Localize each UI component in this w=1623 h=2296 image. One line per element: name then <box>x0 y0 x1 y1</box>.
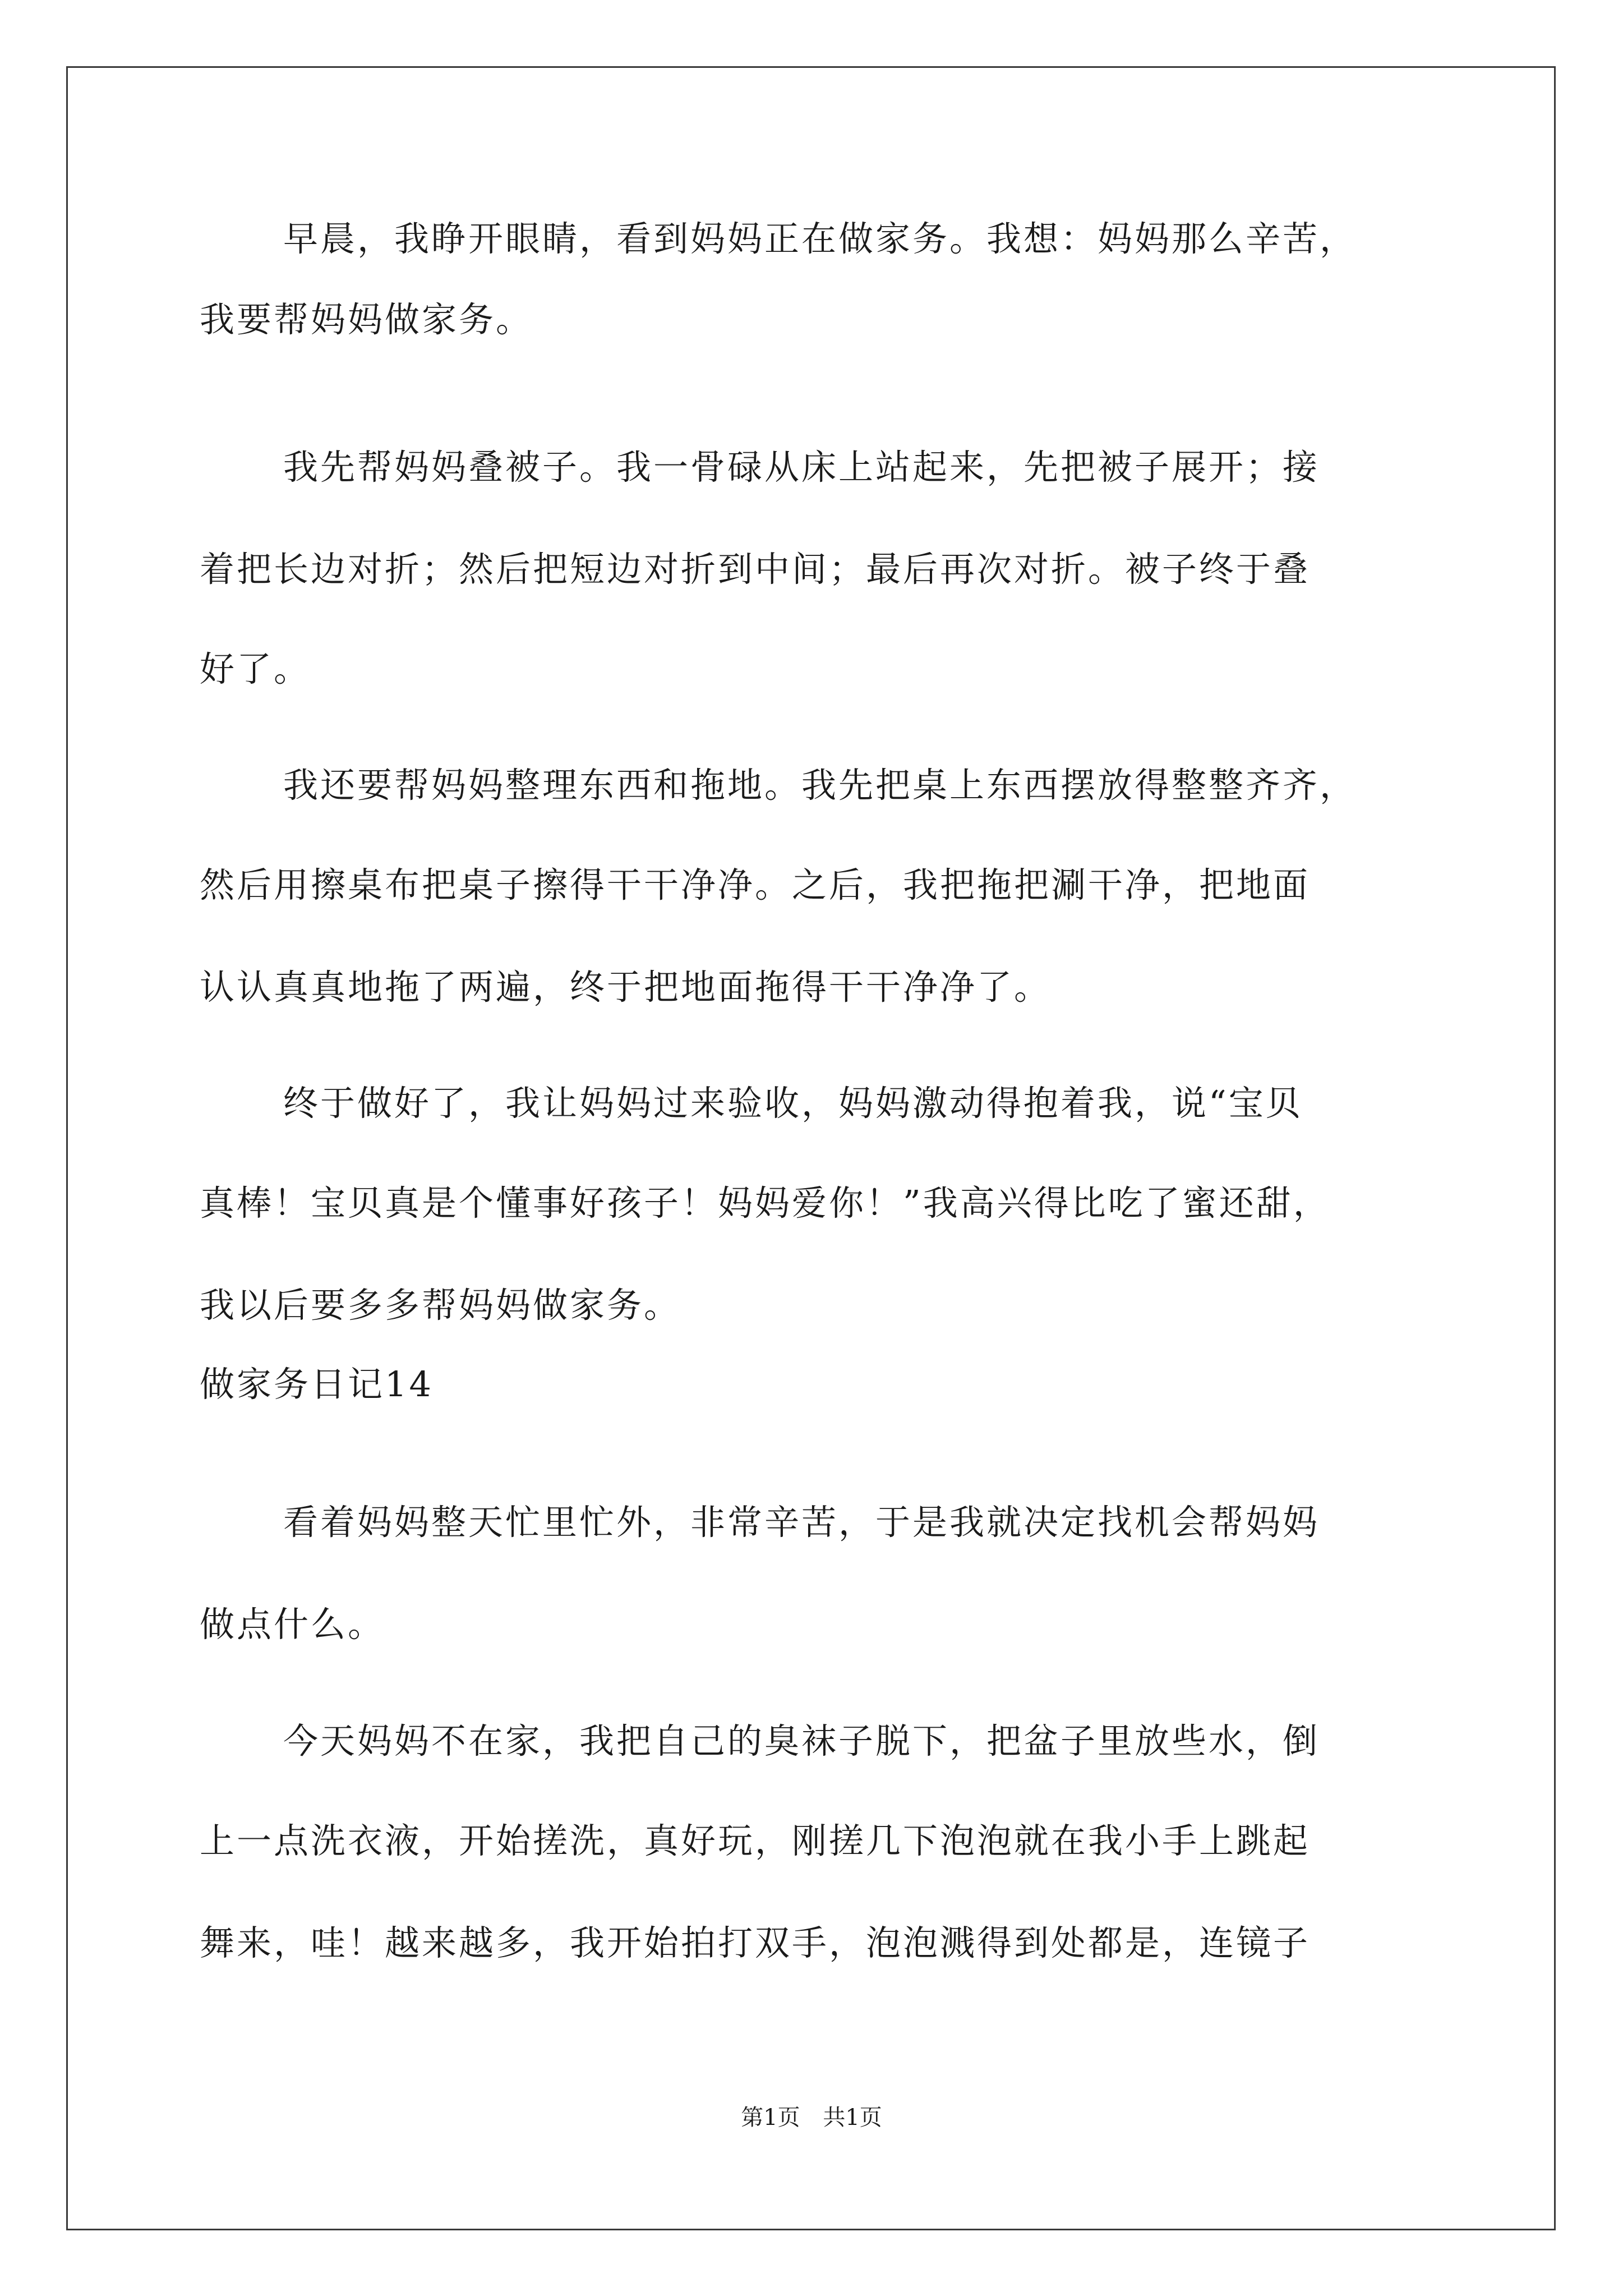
paragraph-line: 我还要帮妈妈整理东西和拖地。我先把桌上东西摆放得整整齐齐， <box>283 765 1357 806</box>
page-border <box>66 66 1556 2230</box>
paragraph-line: 认认真真地拖了两遍，终于把地面拖得干干净净了。 <box>200 967 1052 1007</box>
paragraph-line: 我先帮妈妈叠被子。我一骨碌从床上站起来，先把被子展开；接 <box>283 447 1320 487</box>
paragraph-line: 我要帮妈妈做家务。 <box>200 299 533 340</box>
paragraph-line: 真棒！宝贝真是个懂事好孩子！妈妈爱你！”我高兴得比吃了蜜还甜， <box>200 1182 1330 1223</box>
paragraph-line: 我以后要多多帮妈妈做家务。 <box>200 1285 681 1326</box>
paragraph-line: 上一点洗衣液，开始搓洗，真好玩，刚搓几下泡泡就在我小手上跳起 <box>200 1820 1311 1861</box>
page-footer <box>0 2104 1623 2132</box>
paragraph-line: 好了。 <box>200 648 311 689</box>
paragraph-line: 终于做好了，我让妈妈过来验收，妈妈激动得抱着我，说“宝贝 <box>283 1083 1303 1124</box>
paragraph-line: 做点什么。 <box>200 1604 385 1645</box>
paragraph-line: 早晨，我睁开眼睛，看到妈妈正在做家务。我想：妈妈那么辛苦， <box>283 218 1357 259</box>
page-total: 共1页 <box>823 2105 882 2131</box>
paragraph-line: 着把长边对折；然后把短边对折到中间；最后再次对折。被子终于叠 <box>200 549 1311 590</box>
section-title: 做家务日记14 <box>200 1364 434 1405</box>
page-number: 第1页 <box>741 2105 800 2131</box>
paragraph-line: 然后用擦桌布把桌子擦得干干净净。之后，我把拖把涮干净，把地面 <box>200 864 1311 905</box>
paragraph-line: 今天妈妈不在家，我把自己的臭袜子脱下，把盆子里放些水，倒 <box>283 1720 1320 1761</box>
paragraph-line: 看着妈妈整天忙里忙外，非常辛苦，于是我就决定找机会帮妈妈 <box>283 1502 1320 1543</box>
paragraph-line: 舞来，哇！越来越多，我开始拍打双手，泡泡溅得到处都是，连镜子 <box>200 1922 1311 1963</box>
